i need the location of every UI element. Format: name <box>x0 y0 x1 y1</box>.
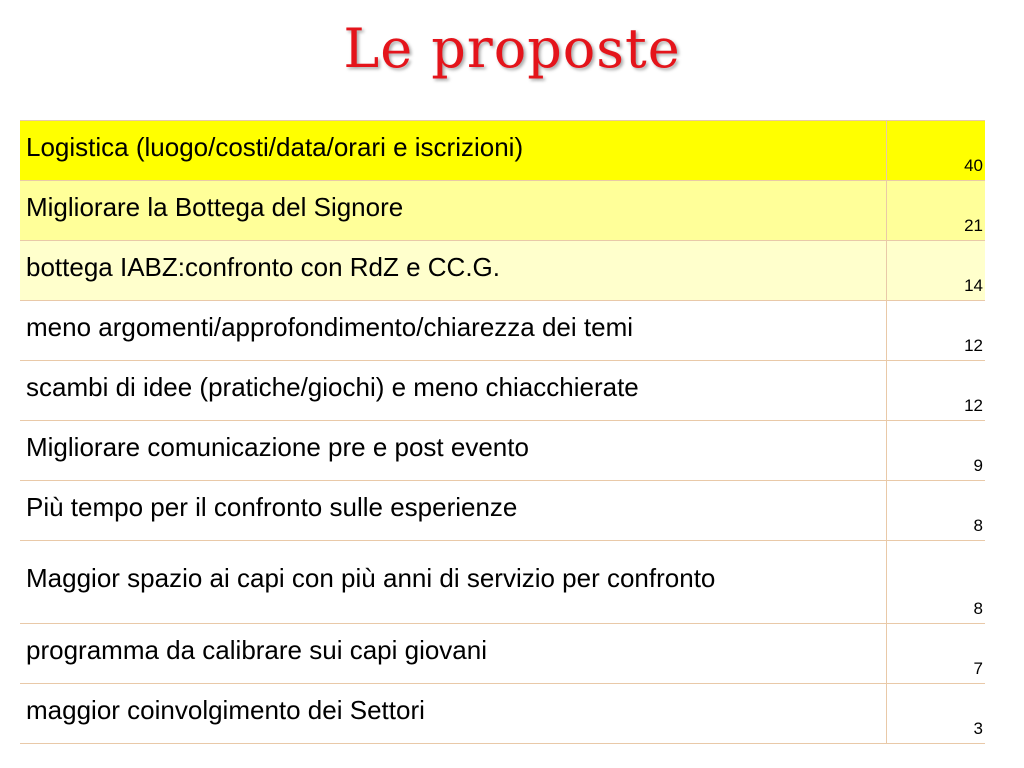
row-value: 8 <box>886 481 985 541</box>
page-title: Le proposte <box>343 17 681 80</box>
row-label: bottega IABZ:confronto con RdZ e CC.G. <box>20 241 886 301</box>
row-value: 12 <box>886 301 985 361</box>
table-row <box>20 181 985 241</box>
row-label: Migliorare la Bottega del Signore <box>20 181 886 241</box>
row-value: 8 <box>886 541 985 624</box>
table-row <box>20 361 985 421</box>
row-label: meno argomenti/approfondimento/chiarezza dei temi <box>20 301 886 361</box>
row-value: 3 <box>886 684 985 744</box>
row-label: scambi di idee (pratiche/giochi) e meno chiacchierate <box>20 361 886 421</box>
table-row <box>20 301 985 361</box>
row-label: maggior coinvolgimento dei Settori <box>20 684 886 744</box>
row-value: 21 <box>886 181 985 241</box>
row-value: 9 <box>886 421 985 481</box>
table-row <box>20 624 985 684</box>
table-row <box>20 684 985 744</box>
row-value: 14 <box>886 241 985 301</box>
row-value: 7 <box>886 624 985 684</box>
row-label: Migliorare comunicazione pre e post evento <box>20 421 886 481</box>
table-row <box>20 421 985 481</box>
row-value: 40 <box>886 121 985 181</box>
row-value: 12 <box>886 361 985 421</box>
row-label: Maggior spazio ai capi con più anni di servizio per confronto <box>20 541 886 624</box>
table-row <box>20 481 985 541</box>
row-label: Più tempo per il confronto sulle esperienze <box>20 481 886 541</box>
row-label: Logistica (luogo/costi/data/orari e iscrizioni) <box>20 121 886 181</box>
row-label: programma da calibrare sui capi giovani <box>20 624 886 684</box>
table-row <box>20 541 985 624</box>
proposals-table <box>20 120 985 744</box>
table-row <box>20 241 985 301</box>
table-row <box>20 121 985 181</box>
